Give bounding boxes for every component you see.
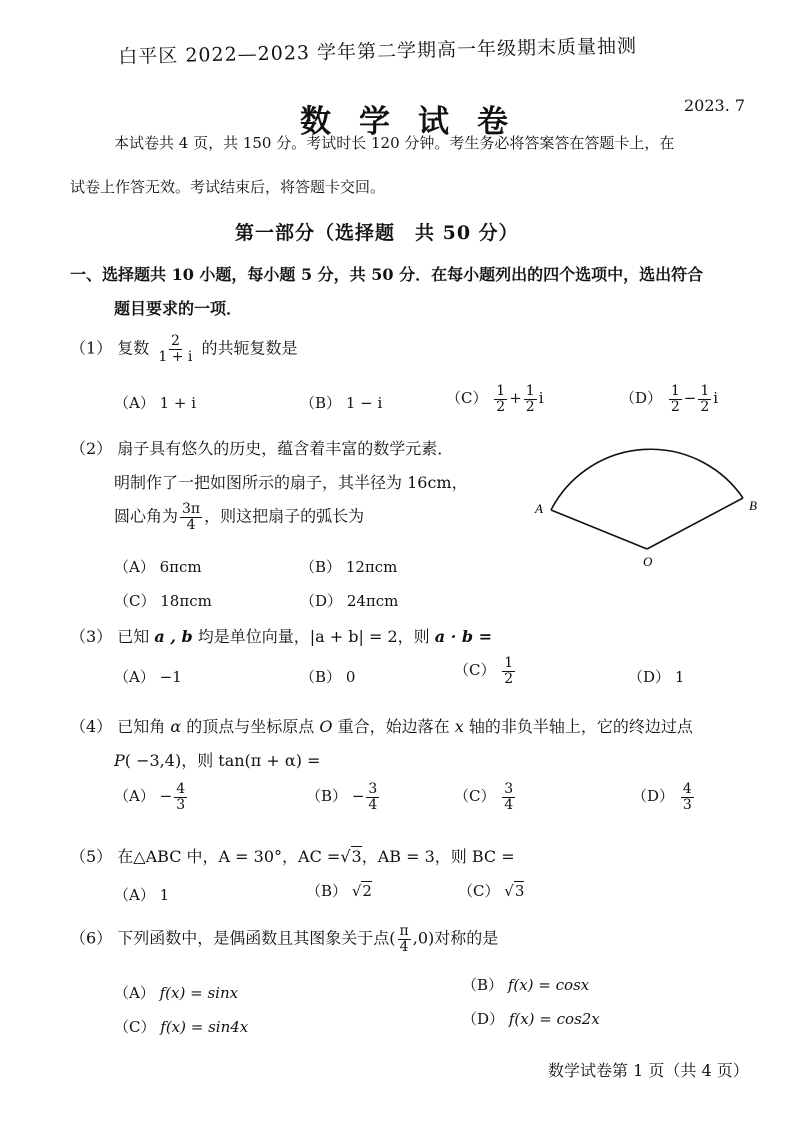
q2-option-d: [300, 590, 398, 611]
q5-a-text: 1: [159, 886, 170, 904]
exam-title: 数学试卷: [300, 104, 536, 140]
q1-c-frac-2: [524, 384, 537, 414]
q1-fraction: [156, 334, 194, 364]
q3-option-a: [114, 666, 182, 687]
question-1: [70, 334, 298, 364]
q5-c-sqrt: 3: [514, 882, 525, 900]
q4-c-label: （C）: [454, 787, 496, 806]
q5-sqrt-sign: √: [340, 847, 351, 866]
q4-d-den: 3: [682, 796, 692, 813]
fan-label-o: O: [643, 554, 653, 569]
q2-c-label: （C）: [114, 592, 156, 610]
fan-arc: [551, 449, 743, 510]
q5-sqrt-ac: 3: [351, 847, 362, 866]
q3-b-label: （B）: [300, 668, 342, 686]
q1-c-d1: 2: [496, 398, 506, 415]
q5-option-b: [306, 880, 372, 901]
q3-mid: 均是单位向量，: [197, 627, 310, 646]
q6-a-text: f(x) = sinx: [159, 984, 239, 1002]
q6-frac-den: 4: [399, 938, 409, 955]
exam-date: 2023. 7: [684, 96, 746, 115]
q3-d-text: 1: [674, 668, 685, 686]
q5-a-label: （A）: [114, 886, 155, 904]
fan-radius-oa: [551, 510, 647, 549]
q1-c-n2: 1: [525, 383, 535, 399]
q3-vectors: a , b: [154, 627, 193, 646]
q3-option-c: [454, 656, 517, 686]
q1-d-d1: 2: [670, 398, 680, 415]
q4-c-frac: [502, 782, 515, 812]
q2-line3-suffix: ，则这把扇子的弧长为: [204, 506, 365, 526]
q1-c-tail: i: [538, 389, 544, 408]
q1-suffix: 的共轭复数是: [201, 338, 298, 358]
q6-b-text: f(x) = cosx: [507, 976, 590, 994]
q4-a-den: 3: [176, 796, 186, 813]
q6-option-d: [462, 1008, 600, 1029]
q3-pre: 已知: [117, 627, 150, 646]
fan-figure: [525, 436, 770, 571]
q5-option-a: [114, 884, 169, 905]
q2-option-a: [114, 556, 202, 577]
q5-b-sqrt: 2: [362, 882, 372, 900]
q6-option-c: [114, 1016, 248, 1037]
q2-number: （2）: [70, 439, 113, 458]
q4-b-label: （B）: [306, 787, 348, 806]
q3-d-label: （D）: [628, 668, 671, 686]
q4-line-2: [114, 748, 320, 771]
q1-b-label: （B）: [300, 394, 342, 412]
q1-option-d: [620, 384, 718, 414]
q6-c-label: （C）: [114, 1018, 156, 1036]
fan-radius-ob: [647, 498, 743, 549]
q5-text-a: 在△ABC 中，A = 30°，AC =: [117, 847, 341, 866]
q3-abs: |a + b| = 2: [309, 627, 398, 646]
q3-b-text: 0: [345, 668, 356, 686]
q1-c-frac-1: [494, 384, 507, 414]
question-6: [70, 924, 498, 954]
q3-option-d: [628, 666, 684, 687]
fan-label-b: B: [749, 498, 757, 513]
q1-c-op: +: [509, 389, 522, 408]
q1-d-frac-2: [698, 384, 711, 414]
section-instruction-2: 题目要求的一项．: [114, 299, 243, 318]
q4-a-frac: [174, 782, 187, 812]
q4-d-num: 4: [682, 781, 692, 797]
q3-dot: a · b =: [434, 627, 493, 646]
q2-line-3: [114, 502, 364, 532]
page-footer: 数学试卷第 1 页（共 4 页）: [548, 1061, 749, 1080]
q6-c-text: f(x) = sin4x: [160, 1018, 249, 1036]
q1-option-a: [114, 392, 196, 413]
q4-a-label: （A）: [114, 787, 155, 806]
q1-d-op: −: [683, 389, 697, 408]
q4-alpha: α: [170, 717, 182, 736]
q2-b-label: （B）: [300, 558, 342, 576]
q1-a-text: 1 + i: [159, 394, 197, 412]
q2-option-c: [114, 590, 212, 611]
question-4: [70, 714, 693, 737]
q1-b-text: 1 − i: [345, 394, 383, 412]
q1-d-n1: 1: [670, 383, 680, 399]
q5-text-b: ，AB = 3，则 BC =: [361, 847, 515, 866]
q4-number: （4）: [70, 717, 113, 736]
q2-line-1: 扇子具有悠久的历史，蕴含着丰富的数学元素．: [117, 439, 454, 458]
q3-a-label: （A）: [114, 668, 155, 686]
question-2: [70, 436, 453, 459]
exam-header: 白平区 2022—2023 学年第二学期高一年级期末质量抽测: [118, 35, 638, 68]
q3-a-text: −1: [159, 668, 182, 686]
q1-a-label: （A）: [114, 394, 155, 412]
part-title: 第一部分（选择题 共 50 分）: [235, 222, 519, 244]
q4-c-num: 3: [504, 781, 514, 797]
q6-option-b: [462, 974, 589, 995]
q3-number: （3）: [70, 627, 113, 646]
q1-number: （1）: [70, 338, 113, 358]
q4-d-frac: [681, 782, 694, 812]
q3-c-num: 1: [504, 655, 514, 671]
intro-line-2: 试卷上作答无效。考试结束后，将答题卡交回。: [70, 178, 386, 196]
q4-b-num: 3: [368, 781, 378, 797]
q1-d-tail: i: [713, 389, 719, 408]
q5-number: （5）: [70, 847, 113, 866]
q4-origin: O: [319, 717, 333, 736]
q4-x: x: [454, 717, 464, 736]
q4-line2-rest: ( −3,4)，则 tan(π + α) =: [124, 751, 321, 770]
q4-a-sign: −: [159, 787, 173, 806]
q5-c-label: （C）: [458, 882, 500, 900]
q2-line3-prefix: 圆心角为: [114, 506, 179, 526]
q5-option-c: [458, 880, 524, 901]
q2-d-label: （D）: [300, 592, 343, 610]
q2-b-text: 12πcm: [345, 558, 398, 576]
q5-b-label: （B）: [306, 882, 348, 900]
q1-prefix: 复数: [117, 338, 150, 358]
q6-d-label: （D）: [462, 1010, 505, 1028]
q1-frac-num: 2: [170, 333, 180, 349]
q3-c-label: （C）: [454, 661, 496, 680]
q6-b-label: （B）: [462, 976, 504, 994]
q6-d-text: f(x) = cos2x: [508, 1010, 600, 1028]
q2-fraction: [180, 502, 202, 532]
q4-option-d: [632, 782, 696, 812]
q1-d-frac-1: [669, 384, 682, 414]
q2-a-text: 6πcm: [159, 558, 202, 576]
q6-option-a: [114, 982, 238, 1003]
q4-text-c: 重合，始边落在: [337, 717, 450, 736]
q3-option-b: [300, 666, 355, 687]
q4-a-num: 4: [176, 781, 186, 797]
q4-d-label: （D）: [632, 787, 675, 806]
q6-a-label: （A）: [114, 984, 155, 1002]
q4-option-c: [454, 782, 517, 812]
q4-text-a: 已知角: [117, 717, 166, 736]
q1-c-label: （C）: [446, 389, 488, 408]
q4-text-b: 的顶点与坐标原点: [186, 717, 315, 736]
q1-d-d2: 2: [700, 398, 710, 415]
section-instruction-1: 一、选择题共 10 小题，每小题 5 分，共 50 分．在每小题列出的四个选项中，选出符合: [70, 265, 704, 284]
q3-c-frac: [502, 656, 515, 686]
q5-b-sqrt-sign: √: [351, 882, 362, 900]
q4-b-sign: −: [351, 787, 365, 806]
q1-c-n1: 1: [496, 383, 506, 399]
q4-c-den: 4: [504, 796, 514, 813]
q4-option-b: [306, 782, 381, 812]
q4-b-frac: [366, 782, 379, 812]
q1-option-c: [446, 384, 544, 414]
q2-c-text: 18πcm: [160, 592, 212, 610]
q1-option-b: [300, 392, 382, 413]
q6-number: （6）: [70, 928, 113, 948]
q2-d-text: 24πcm: [346, 592, 399, 610]
q1-c-d2: 2: [525, 398, 535, 415]
q6-text-b: ,0)对称的是: [412, 928, 499, 948]
q2-option-b: [300, 556, 397, 577]
q4-b-den: 4: [368, 796, 378, 813]
q2-line-2: 明制作了一把如图所示的扇子，其半径为 16cm，: [114, 473, 468, 492]
q2-frac-num: 3π: [182, 501, 201, 517]
q6-text-a: 下列函数中，是偶函数且其图象关于点(: [117, 928, 396, 948]
q6-fraction: [398, 924, 411, 954]
intro-line-1: 本试卷共 4 页，共 150 分。考试时长 120 分钟。考生务必将答案答在答题卡上，在: [114, 134, 675, 152]
q2-frac-den: 4: [186, 516, 196, 533]
question-3: [70, 624, 492, 647]
fan-label-a: A: [535, 501, 543, 516]
q1-d-n2: 1: [700, 383, 710, 399]
question-5: [70, 844, 515, 867]
q1-d-label: （D）: [620, 389, 663, 408]
q4-option-a: [114, 782, 189, 812]
q3-c-den: 2: [504, 670, 514, 687]
q4-point-p: P: [114, 751, 125, 770]
q5-c-sqrt-sign: √: [504, 882, 514, 900]
q2-a-label: （A）: [114, 558, 155, 576]
q4-text-d: 轴的非负半轴上，它的终边过点: [468, 717, 693, 736]
q1-frac-den: 1 + i: [158, 348, 193, 365]
q3-post: ，则: [397, 627, 430, 646]
q6-frac-num: π: [399, 923, 409, 939]
